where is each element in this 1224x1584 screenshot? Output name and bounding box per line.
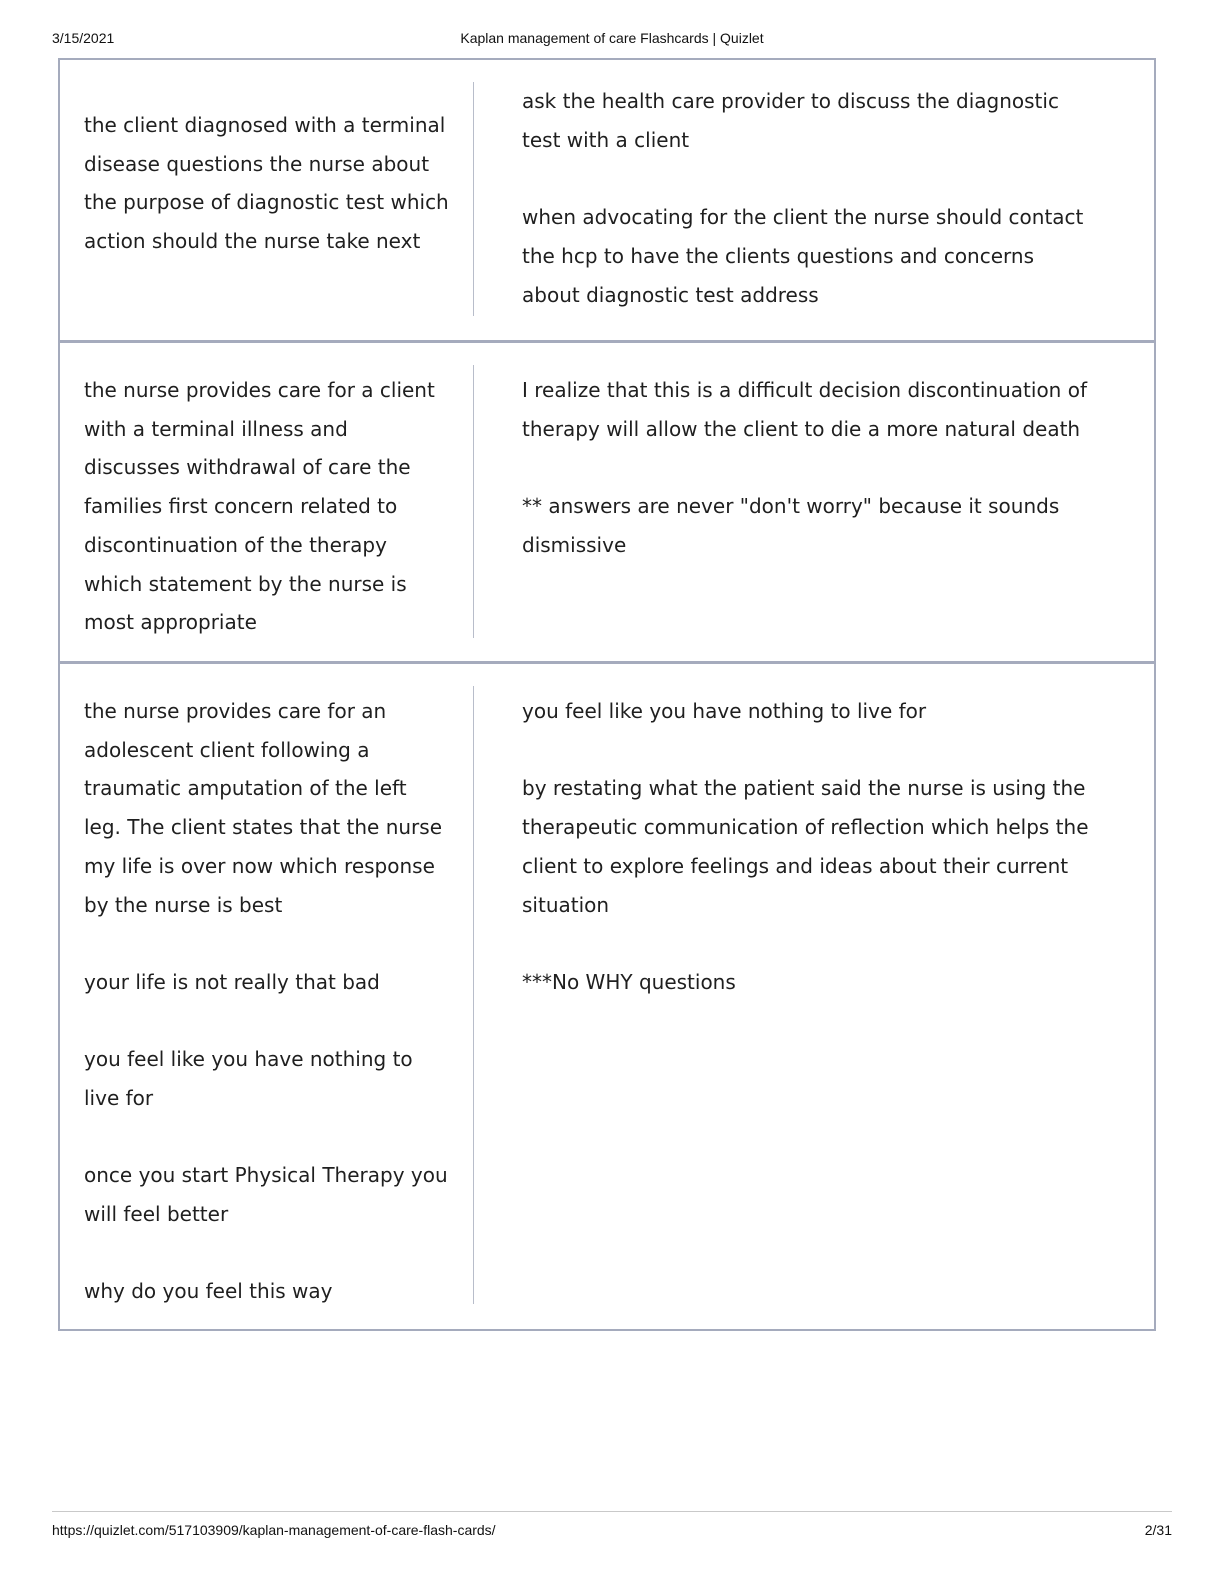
flashcard-list bbox=[58, 58, 1156, 1331]
term-text: the client diagnosed with a terminal disease questions the nurse about the purpose of diagnostic test which action should the nurse take next bbox=[84, 113, 449, 254]
definition-text: ** answers are never "don't worry" because it sounds dismissive bbox=[522, 494, 1060, 557]
answer-option: why do you feel this way bbox=[84, 1279, 333, 1304]
flashcard-term bbox=[60, 365, 474, 638]
page-title: Kaplan management of care Flashcards | Quizlet bbox=[460, 30, 764, 46]
definition-text: when advocating for the client the nurse should contact the hcp to have the clients questions and concerns about diagnostic test address bbox=[522, 205, 1084, 307]
flashcard-definition bbox=[474, 686, 1154, 1307]
flashcard bbox=[60, 340, 1154, 661]
flashcard-term bbox=[60, 686, 474, 1304]
print-date: 3/15/2021 bbox=[52, 30, 115, 46]
flashcard bbox=[60, 60, 1154, 340]
flashcard-term bbox=[60, 82, 474, 316]
term-text: the nurse provides care for an adolescent client following a traumatic amputation of the left leg. The client states that the nurse my life is over now which response by the nurse is best bbox=[84, 699, 443, 917]
term-text: the nurse provides care for a client with a terminal illness and discusses withdrawal of care the families first concern related to discontinuation of the therapy which statement by the nurse is most appropriate bbox=[84, 378, 435, 635]
answer-option: your life is not really that bad bbox=[84, 969, 380, 994]
definition-text: you feel like you have nothing to live for bbox=[522, 699, 927, 723]
answer-option: once you start Physical Therapy you will feel better bbox=[84, 1163, 448, 1227]
flashcard-definition bbox=[474, 82, 1154, 318]
answer-option: you feel like you have nothing to live for bbox=[84, 1047, 413, 1110]
page-url: https://quizlet.com/517103909/kaplan-management-of-care-flash-cards/ bbox=[52, 1522, 496, 1538]
definition-text: ***No WHY questions bbox=[522, 969, 736, 994]
print-footer bbox=[52, 1511, 1172, 1552]
definition-text: ask the health care provider to discuss the diagnostic test with a client bbox=[522, 89, 1059, 152]
page-number: 2/31 bbox=[1144, 1522, 1172, 1538]
definition-text: I realize that this is a difficult decision discontinuation of therapy will allow the client to die a more natural death bbox=[522, 378, 1087, 441]
flashcard bbox=[60, 661, 1154, 1329]
flashcard-definition bbox=[474, 365, 1154, 639]
print-header bbox=[52, 30, 1172, 50]
definition-text: by restating what the patient said the nurse is using the therapeutic communication of reflection which helps the client to explore feelings and ideas about their current situation bbox=[522, 776, 1089, 917]
